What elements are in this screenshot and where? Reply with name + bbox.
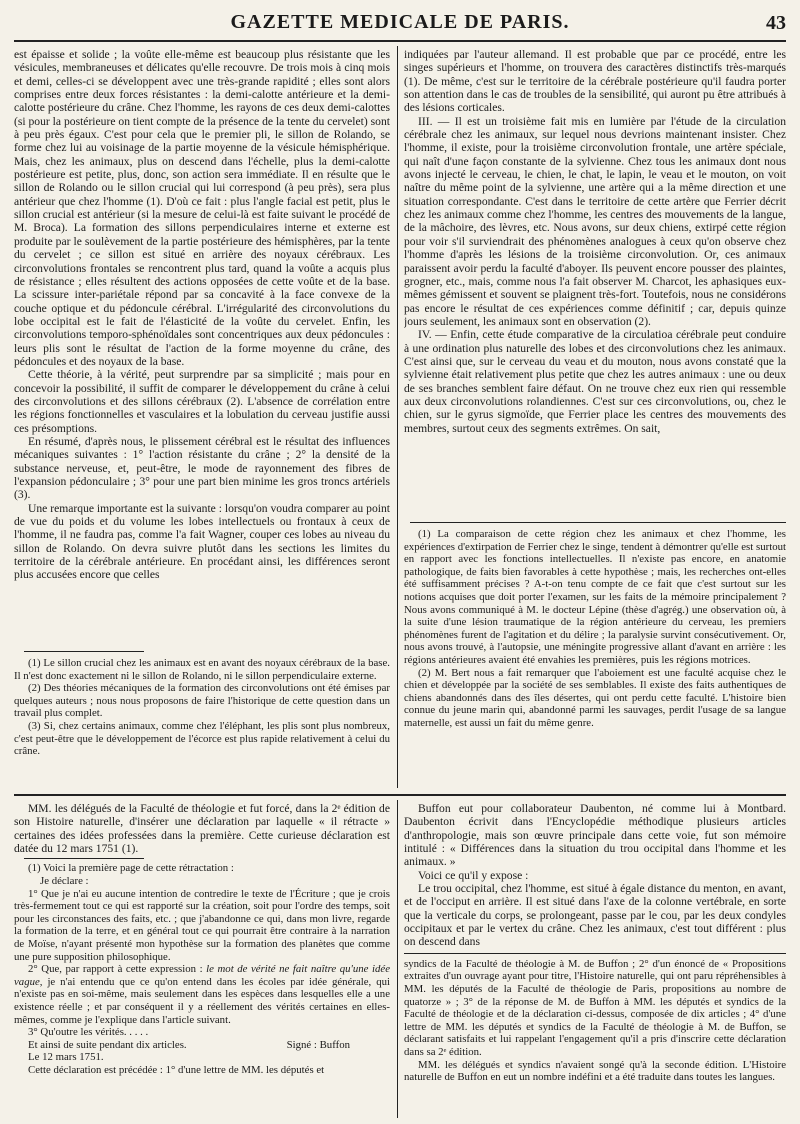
paragraph: Voici ce qu'il y expose : <box>418 868 529 882</box>
feuilleton-right <box>404 802 786 1118</box>
column-right <box>404 48 786 518</box>
column-divider <box>397 800 398 1118</box>
page-number: 43 <box>766 12 786 34</box>
quote-line: Je déclare : <box>40 874 89 887</box>
footnote: (3) Si, chez certains animaux, comme chez l'éléphant, les plis sont plus nombreux, c'est peut-être que le développement de l'écorce est plus rapide relativement à celui du crâne. <box>14 719 390 758</box>
paragraph: Le trou occipital, chez l'homme, est situé à égale distance du menton, en avant, et de l'occiput en arrière. Il est situé dans l'axe de la colonne vertébrale, en sorte que la verticale du corps, se prolongeant, passe par le cou, par les deux condyles occipitaux et par le vertex du crâne. Chez les animaux, c'est tout différent : plus on descend dans <box>404 882 786 949</box>
paragraph: Cette déclaration est précédée : 1° d'une lettre de MM. les députés et <box>28 1063 325 1076</box>
paragraph: indiquées par l'auteur allemand. Il est probable que par ce procédé, entre les singes supérieurs et l'homme, on trouvera des caractères distinctifs très-marqués (1). De même, c'est sur le territoire de la cérébrale postérieure qu'il faudra porter son attention dans le cas de troubles de la sensibilité, qui auront pu être attribués à des lésions corticales. <box>404 48 786 115</box>
paragraph: III. — Il est un troisième fait mis en lumière par l'étude de la circulation cérébrale chez les animaux, sur lequel nous devrions maintenant insister. Chez l'homme, il existe, pour la troisième circonvolution frontale, une artère spéciale, qui naît d'une façon constante de la sylvienne. Chez tous les animaux dont nous avons injecté le cerveau, le chien, le chat, le lapin, le veau et le mouton, on voit naître du même point de la sylvienne, une artère qui a la même direction et une situation correspondante. C'est dans le territoire de cette artère que Ferrier décrit chez les animaux comme chez l'homme, les centres des mouvements de la langue, de la mâchoire, des lèvres, etc. Nous avons, sur deux chiens, extirpé cette région pour voir s'il surviendrait des phénomènes analogues à ceux qu'on observe chez l'homme d'après les lésions de la troisième circonvolution. Or, ces animaux paraissent avoir perdu la faculté d'aboyer. Ils peuvent encore pousser des plaintes, grogner, etc., mais, comme nous l'a fait observer M. Charcot, les aphasiques eux-mêmes gémissent et souvent se plaignent très-fort. Toutefois, nous ne considérons pas encore le résultat de ces expériences comme définitif ; car, depuis quinze jours seulement, les animaux sont en observation (2). <box>404 114 786 328</box>
column-left <box>14 48 390 645</box>
quote-text: 2° Que, par rapport à cette expression : <box>28 963 203 976</box>
quote-paragraph <box>14 963 390 1026</box>
footnote-divider <box>404 953 786 954</box>
footnote-divider <box>24 858 144 859</box>
page-header <box>14 10 786 42</box>
footnote: (2) M. Bert nous a fait remarquer que l'aboiement est une faculté acquise chez le chien et développée par la société de ses semblables. Il existe des faits authentiques de chiens abandonnés dans des îles désertes, qui ont perdu cette faculté. L'histoire bien connue du jeune marin qui, abandonné parmi les sauvages, perdit l'usage de sa langue maternelle, est aussi un fait du même genre. <box>404 666 786 729</box>
italic-quote: le mot de vérité ne fait naître qu'une idée vague, <box>14 963 390 988</box>
date-line: Le 12 mars 1751. <box>28 1051 104 1064</box>
quote-paragraph: 1° Que je n'ai eu aucune intention de contredire le texte de l'Écriture ; que je crois très-fermement tout ce qui est rapporté sur la création, soit pour l'ordre des temps, soit pour les circonstances des faits, etc. ; que j'abandonne ce qui, dans mon livre, regarde la formation de la terre, et en général tout ce qui pourrait être contraire à la narration de Moïse, n'ayant présenté mon hypothèse sur la formation des planètes que comme une pure supposition philosophique. <box>14 887 390 963</box>
footnote-divider <box>410 522 786 523</box>
quote-line: 3° Qu'outre les vérités. . . . . <box>28 1026 149 1039</box>
column-divider <box>397 46 398 788</box>
feuilleton-left <box>14 802 390 1118</box>
paragraph: est épaisse et solide ; la voûte elle-même est beaucoup plus résistante que les vésicules, membraneuses et délicates qu'elle recouvre. De trois mois à cinq mois et demi, celles-ci se développent avec une très-grande rapidité ; elles sont alors comprises entre deux forces résistantes : la demi-calotte antérieure et la demi-calotte postérieure du crâne. Chez l'homme, les rayons de ces deux demi-calottes (si pour la postérieure on tient compte de la présence de la tente du cervelet) sont à peu près égaux. C'est pour cela que le premier pli, le sillon de Rolando, se forme chez lui au voisinage de la partie moyenne de la vésicule hémisphérique. Mais, chez les animaux, plus on descend dans l'échelle, plus la demi-calotte postérieure est petite, plus, donc, son action sera immédiate. Il en résulte que le sillon de Rolando ou le sillon crucial qui lui correspond (à peu près), sera plus antérieur que chez l'homme (1). D'où ce fait : plus l'angle facial est petit, plus le sillon crucial est antérieur (si la mesure de celui-là est faite suivant le procédé de M. Broca). La formation des sillons perpendiculaires interne et externe est produite par le soulèvement de la partie postérieure des hémisphères, par la tente du cervelet ; ce sillon est situé en arrière des noyaux cérébraux. Les circonvolutions frontales se rencontrent plus tard, quand la voûte a acquis plus de résistance ; elles résultent des actions opposées de cette voûte et de la base. La scissure inter-pariétale répond par sa concavité à la face convexe de la couche optique et du pédoncule cérébral. L'irrégularité des circonvolutions du lobe occipital est le fait de l'élasticité de la voûte du cervelet. Enfin, les circonvolutions temporo-sphénoïdales sont concentriques aux deux pédoncules : leurs plis sont le résultat de l'action de la forme moyenne du crâne, des pédoncules et des noyaux de la base. <box>14 48 390 368</box>
section-divider <box>14 794 786 796</box>
paragraph: Une remarque importante est la suivante : lorsqu'on voudra comparer au point de vue du poids et du volume les lobes intellectuels ou frontaux à ceux de l'homme, il ne faudra pas, comme l'a fait Wagner, couper ces lobes au niveau du sillon de Rolando. On devra suivre plutôt dans les sections les limites du territoire de la cérébrale antérieure. En procédant ainsi, les différences seront plus accusées encore que celles <box>14 501 390 582</box>
paragraph: Buffon eut pour collaborateur Daubenton, né comme lui à Montbard. Daubenton écrivit dans l'Encyclopédie méthodique plusieurs articles d'anthropologie, mais son œuvre principale dans cette voie, fut son mémoire intitulé : « Différences dans la situation du trou occipital dans l'homme et les animaux. » <box>404 802 786 869</box>
quote-text: Et ainsi de suite pendant dix articles. <box>28 1038 187 1051</box>
paragraph: MM. les délégués de la Faculté de théologie et fut forcé, dans la 2ᵉ édition de son Histoire naturelle, d'insérer une déclaration par laquelle « il rétracte » certaines des idées professées dans la première. Cette curieuse déclaration est datée du 12 mars 1751 (1). <box>14 802 390 856</box>
column-right-footnotes <box>404 528 786 786</box>
footnote: (1) La comparaison de cette région chez les animaux et chez l'homme, les expériences d'extirpation de Ferrier chez le singe, tendent à démontrer qu'elle est surtout en rapport avec les fonctions intellectuelles. Il n'existe pas encore, en anatomie pathologique, de faits bien favorables à cette hypothèse ; mais, les recherches ont-elles été suffisamment précises ? A-t-on tenu compte de ce fait que c'est surtout sur les notions acquises que doit porter l'examen, sur les faits de la mémoire principalement ? Nous avons communiqué à M. le docteur Lépine (thèse d'agrég.) une observation où, à la suite d'une lésion traumatique de la région antérieure du cerveau, les premiers phénomènes furent de l'agitation et du délire ; la paralysie survint consécutivement. Or, nous avons trouvé, à l'autopsie, une méningite progressive allant d'avant en arrière : les régions antérieures avaient été envahies les premières, puis les régions motrices. <box>404 528 786 666</box>
paragraph: IV. — Enfin, cette étude comparative de la circulatioa cérébrale peut conduire à une ordination plus naturelle des lobes et des circonvolutions chez les animaux. C'est ainsi que, sur le cerveau du veau et du mouton, nous avons constaté que la sylvienne était relativement plus petite que chez les autres animaux : une ou deux de ses branches semblent faire défaut. On ne trouve chez eux rien qui ressemble aux deux circonvolutions rolandiennes. C'est sur ces circonvolutions, ou, chez le chien, sur le gyrus sigmoïde, que Ferrier place les centres des mouvements des membres, surtout ceux des segments extrêmes. On sait, <box>404 328 786 435</box>
quote-line <box>14 1039 390 1052</box>
publication-title: GAZETTE MEDICALE DE PARIS. <box>230 11 570 33</box>
footnote: (1) Le sillon crucial chez les animaux est en avant des noyaux cérébraux de la base. Il n'est donc exactement ni le sillon de Rolando, ni le sillon perpendiculaire externe. <box>14 657 390 682</box>
quote-text: je n'ai entendu que ce qu'on entend dans les écoles par idée générale, qui n'existe pas en soi-même, mais seulement dans les espèces dans lesquelles elle a une existence réelle ; et par conséquent il y a réellement des vérités certaines en elles-mêmes, comme je l'explique dans l'article suivant. <box>14 975 390 1026</box>
footnote: (1) Voici la première page de cette rétractation : <box>28 862 234 875</box>
signature: Signé : Buffon <box>286 1038 350 1051</box>
column-left-footnotes <box>14 657 390 785</box>
footnote-divider <box>24 651 144 652</box>
footnote: MM. les délégués et syndics n'avaient songé qu'à la seconde édition. L'Histoire naturelle de Buffon en eut un nombre indéfini et a été traduite dans toutes les langues. <box>404 1058 786 1084</box>
paragraph: En résumé, d'après nous, le plissement cérébral est le résultat des influences mécaniques suivantes : 1° l'action résistante du crâne ; 2° la densité de la substance nerveuse, et, peut-être, le mode de rayonnement des fibres de l'expansion pédonculaire ; 3° pour une part bien minime les gros troncs artériels (3). <box>14 434 390 502</box>
footnote: (2) Des théories mécaniques de la formation des circonvolutions ont été émises par quelques auteurs ; nous nous proposons de faire l'historique de cette question dans un travail plus complet. <box>14 682 390 720</box>
footnote: syndics de la Faculté de théologie à M. de Buffon ; 2° d'un énoncé de « Propositions extraites d'un ouvrage ayant pour titre, l'Histoire naturelle, qui ont paru répréhensibles à MM. les députés de la Faculté de théologie de Paris, propositions au nombre de quatorze » ; 3° de la réponse de M. de Buffon à MM. les députés et syndics de la Faculté de théologie et de la déclaration ci-dessus, composée de dix articles ; 4° d'une lettre de MM. les députés et syndics de la Faculté de théologie à M. de Buffon, se déclarant satisfaits et lui rappelant l'engagement qu'il a pris d'inscrire cette déclaration dans sa 2ᵉ édition. <box>404 957 786 1058</box>
paragraph: Cette théorie, à la vérité, peut surprendre par sa simplicité ; mais pour en concevoir la possibilité, il suffit de comparer le développement du crâne à celui des circonvolutions et des sillons cérébraux (2). L'absence de corrélation entre les régions fonctionnelles et vasculaires et la lobulation du cerveau justifie aussi ces présomptions. <box>14 368 390 435</box>
